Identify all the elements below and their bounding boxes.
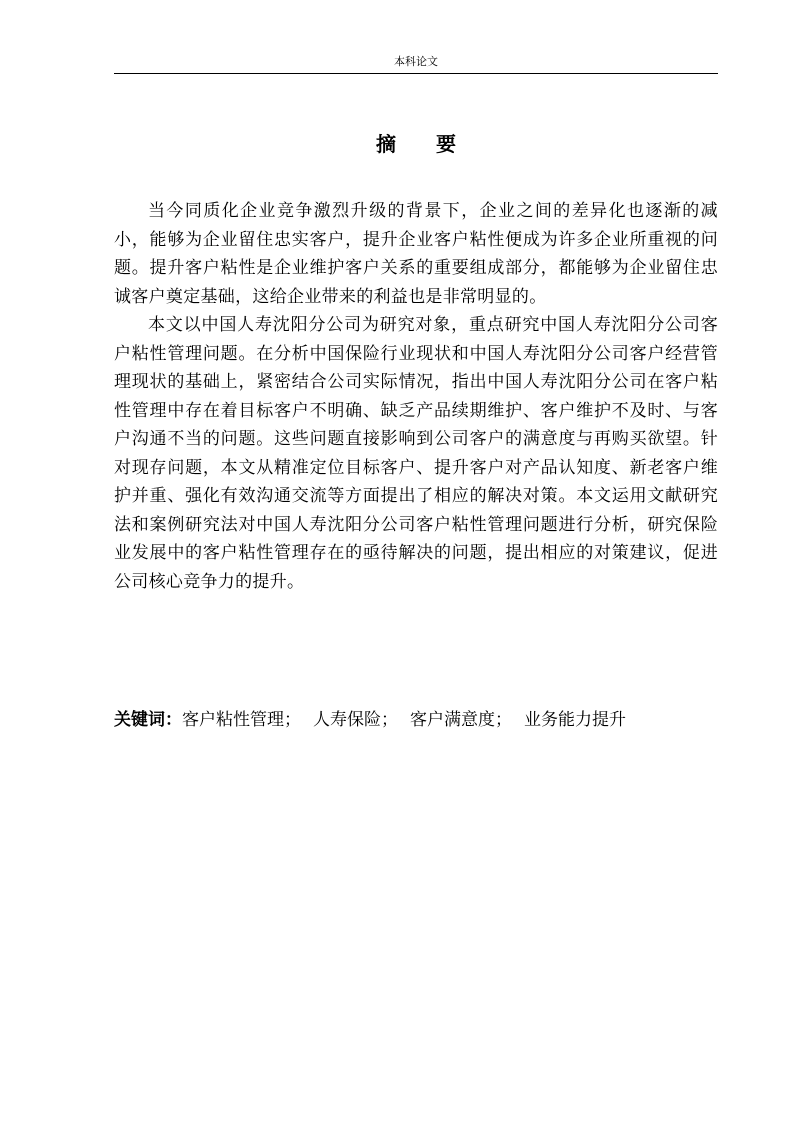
keywords-line	[114, 706, 718, 734]
abstract-body	[114, 197, 718, 596]
title-char-2: 要	[436, 132, 456, 156]
title-char-1: 摘	[376, 132, 396, 156]
abstract-paragraph-1: 当今同质化企业竞争激烈升级的背景下，企业之间的差异化也逐渐的减小，能够为企业留住忠实客户，提升企业客户粘性便成为许多企业所重视的问题。提升客户粘性是企业维护客户关系的重要组成部分，都能够为企业留住忠诚客户奠定基础，这给企业带来的利益也是非常明显的。	[114, 201, 718, 307]
header-divider	[114, 73, 718, 74]
keyword-item: 人寿保险；	[313, 710, 398, 730]
keyword-item: 客户满意度；	[410, 710, 512, 730]
keyword-item: 客户粘性管理；	[182, 710, 301, 730]
abstract-paragraph-2: 本文以中国人寿沈阳分公司为研究对象，重点研究中国人寿沈阳分公司客户粘性管理问题。在分析中国保险行业现状和中国人寿沈阳分公司客户经营管理现状的基础上，紧密结合公司实际情况，指出中国人寿沈阳分公司在客户粘性管理中存在着目标客户不明确、缺乏产品续期维护、客户维护不及时、与客户沟通不当的问题。这些问题直接影响到公司客户的满意度与再购买欲望。针对现存问题，本文从精准定位目标客户、提升客户对产品认知度、新老客户维护并重、强化有效沟通交流等方面提出了相应的解决对策。本文运用文献研究法和案例研究法对中国人寿沈阳分公司客户粘性管理问题进行分析，研究保险业发展中的客户粘性管理存在的亟待解决的问题，提出相应的对策建议，促进公司核心竞争力的提升。	[114, 315, 718, 592]
keywords-label: 关键词：	[114, 710, 182, 730]
page-header: 本科论文	[394, 55, 438, 68]
keyword-item: 业务能力提升	[524, 710, 626, 730]
abstract-title	[114, 130, 718, 158]
